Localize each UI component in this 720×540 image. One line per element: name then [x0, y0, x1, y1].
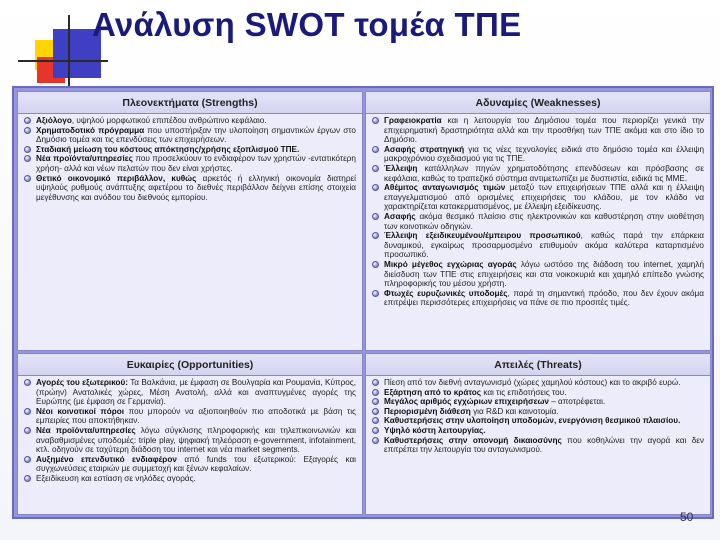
list-item [370, 145, 704, 164]
list-item [370, 183, 704, 212]
item-emphasis: Θετικό οικονομικό περιβάλλον, κυθώς [36, 173, 197, 183]
list-item [22, 407, 356, 426]
item-emphasis: Καθυστερήσεις στην οπονομή δικαιοσύνης [384, 435, 562, 445]
bullet-icon [24, 379, 31, 386]
item-emphasis: Αγορές του εξωτερικού: [36, 378, 128, 387]
list-item [22, 378, 356, 407]
list-item [370, 397, 704, 407]
list-item [370, 116, 704, 145]
list-item [22, 174, 356, 203]
strengths-list [18, 114, 362, 202]
item-text: που μπορούν να αξιοποιηθούν πιο αποδοτικά με βάση τις εμπειρίες που αποκτήθηκαν. [36, 406, 357, 426]
threats-quadrant [365, 353, 711, 515]
bullet-icon [24, 146, 31, 153]
opportunities-list [18, 376, 362, 484]
item-text: , υψηλού μορφωτικού επιπέδου ανθρώπινο κεφάλαιο. [71, 116, 267, 125]
item-emphasis: Αθέμιτος ανταγωνισμός τιμών [384, 183, 506, 193]
item-emphasis: Χρηματοδοτικό πρόγραμμα [36, 125, 145, 135]
item-emphasis: Νέοι κοινοτικοί πόροι [36, 406, 125, 416]
item-emphasis: Αξιόλογο [36, 116, 72, 125]
bullet-icon [372, 417, 379, 424]
item-text: από funds του εξωτερικού: Εξαγορές και συγχωνεύσεις εταιριών με συμμετοχή και ξένων κεφαλαίων. [36, 454, 356, 474]
bullet-icon [24, 155, 31, 162]
item-emphasis: Υψηλό κόστη λειτουργίας. [384, 425, 486, 435]
bullet-icon [372, 165, 379, 172]
bullet-icon [372, 184, 379, 191]
strengths-heading: Πλεονεκτήματα (Strengths) [18, 92, 362, 114]
list-item [370, 388, 704, 398]
item-text: , παρά τη σημαντική πρόοδο, που δεν έχουν ακόμα επιτρέψει περισσότερες επιχειρήσεις να πάνε σε πιο προσιτές τιμές. [384, 288, 704, 308]
item-text: για τις νέες τεχνολογίες ειδικά στο δημόσιο τομέα και έλλειψη μακροχρόνιου σχεδιασμού για τις ΤΠΕ. [384, 144, 704, 164]
slide-title: Ανάλυση SWOT τομέα ΤΠΕ [92, 6, 522, 43]
list-item [370, 378, 704, 388]
item-text: για R&D και καινοτομία. [470, 406, 559, 416]
list-item [22, 126, 356, 145]
item-text: – αποτρέφεται. [548, 397, 606, 407]
threats-heading: Απειλές (Threats) [366, 354, 710, 376]
list-item [370, 231, 704, 260]
bullet-icon [372, 427, 379, 434]
list-item [370, 212, 704, 231]
bullet-icon [24, 408, 31, 415]
list-item [22, 426, 356, 455]
bullet-icon [372, 146, 379, 153]
bullet-icon [372, 437, 379, 444]
bullet-icon [24, 127, 31, 134]
page-number: 50 [680, 510, 694, 524]
item-emphasis: Μικρό μέγεθος εγχώριας αγοράς [384, 259, 517, 269]
list-item [22, 116, 356, 126]
weaknesses-quadrant [365, 91, 711, 351]
bullet-icon [372, 213, 379, 220]
bullet-icon [372, 408, 379, 415]
item-text: Πίεση από τον διεθνή ανταγωνισμό (χώρες χαμηλού κόστους) και το ακριβό ευρώ. [384, 378, 681, 387]
bullet-icon [372, 389, 379, 396]
list-item [22, 145, 356, 155]
weaknesses-heading: Αδυναμίες (Weaknesses) [366, 92, 710, 114]
list-item [370, 416, 704, 426]
bullet-icon [372, 261, 379, 268]
list-item [370, 426, 704, 436]
list-item [370, 164, 704, 183]
bullet-icon [24, 427, 31, 434]
item-emphasis: Φτωχές ευρυζωνικές υποδομές [384, 288, 508, 298]
item-emphasis: Σταδιακή μείωση του κόστους απόκτησης/χρήσης εξοπλισμού ΤΠΕ. [36, 144, 300, 154]
list-item [370, 436, 704, 455]
item-emphasis: Περιορισμένη διάθεση [384, 406, 471, 416]
list-item [22, 474, 356, 484]
item-emphasis: Μεγάλος αριθμός εγχώριων επιχειρήσεων [384, 397, 549, 407]
item-emphasis: Νέα προϊόντα/υπηρεσίες [36, 154, 133, 164]
item-emphasis: Γραφειοκρατία [384, 116, 442, 125]
opportunities-heading: Ευκαιρίες (Opportunities) [18, 354, 362, 376]
list-item [22, 455, 356, 474]
item-emphasis: Έλλειψη [384, 163, 418, 173]
item-emphasis: Νέα προϊόντα/υπηρεσίες [36, 425, 136, 435]
bullet-icon [24, 475, 31, 482]
item-emphasis: Εξάρτηση από το κράτος [384, 387, 482, 397]
item-text: , καθώς παρά την επάρκεια δυναμικού, εγκαίρως προσαρμοσμένο επιθυμούν ακόμα καλύτερα καταρτισμένο προσωπικό. [384, 231, 704, 260]
bullet-icon [24, 117, 31, 124]
bullet-icon [372, 398, 379, 405]
item-emphasis: Ασαφής [384, 211, 416, 221]
bullet-icon [372, 232, 379, 239]
swot-table [12, 86, 714, 519]
opportunities-quadrant [17, 353, 363, 515]
item-text: που κοθηλώνει την αγορά και δεν επιτρέπει την λειτουργία του ανταγωνισμού. [384, 435, 704, 455]
strengths-quadrant [17, 91, 363, 351]
item-text: κατάλληλων πηγών χρηματοδότησης επενδύσεων και πρόσβασης σε κεφάλαια, καθώς το τραπεζικό σύστημα αντιμετωπίζει με δυσπιστία, ειδικά τις ΜΜΕ. [384, 163, 704, 183]
bullet-icon [372, 290, 379, 297]
bullet-icon [372, 379, 379, 386]
bullet-icon [372, 117, 379, 124]
item-emphasis: Καθυστερήσεις στην υλοποίηση υποδομών, ενεργόνιση θεσμικού πλαισίου. [384, 416, 681, 426]
item-text: αρκετός ή ελληνική οικονομία διατηρεί υψηλούς ρυθμούς ανάπτυξης αφετέρου το διεθνές περιβάλλον δείχνει επίσης στοιχεία μεγέθυνσης και ανόδου του διεθνούς εμπορίου. [36, 173, 356, 202]
item-text: που υποστήριξαν την υλοποίηση σημαντικών έργων στο Δημόσιο τομέα και τις επενδύσεις των επιχειρήσεων. [36, 125, 356, 145]
list-item [370, 289, 704, 308]
bullet-icon [24, 456, 31, 463]
item-text: Εξειδίκευση και εστίαση σε νηλόδες αγοράς. [36, 473, 196, 483]
item-emphasis: Ασαφής στρατηγική [384, 144, 465, 154]
bullet-icon [24, 175, 31, 182]
item-text: και τις επιδοτήσεις του. [481, 387, 567, 397]
weaknesses-list [366, 114, 710, 308]
item-emphasis: Έλλειψη εξειδικευμένου/έμπειρου προσωπικού [384, 231, 581, 241]
item-text: λόγω ωστόσο της διάδοση του internet, χαμηλή διείσδυση των ΤΠΕ στις επιχειρήσεις και στα νοικοκυριά και χαμηλό επίπεδο γνώσης πληροφορικής του μέσου χρήστη. [384, 259, 704, 289]
decor-horizontal-line [18, 60, 108, 62]
list-item [370, 260, 704, 289]
item-text: λόγω σύγκλισης πληροφορικής και τηλεπικοινωνιών και αναβαθμισμένες υποδομές: triple play, ψηφιακή τηλεόραση e-government, infotainment, κτλ. οδηγούν σε ταχύτερη διάδοση του internet και νέα market segments. [36, 425, 357, 455]
item-text: που προσελκύουν το ενδιαφέρον των χρηστών -εντατικότερη χρήση- αλλά και νέων πελατών που δεν είναι χρήστες. [36, 154, 356, 173]
item-emphasis: Αυξημένο επενδυτικό ενδιαφέρον [36, 454, 177, 464]
item-text: Τα Βαλκάνια, με έμφαση σε Βουλγαρία και Ρουμανία, Κύπρος, (πρώην) Ανατολικές χώρες, Μέση Ανατολή, αλλά και αναπτυγμένες αγορές της Ευρώπης (με έμφαση σε Γερμανία). [36, 378, 356, 407]
item-text: ακόμα θεσμικό πλαίσιο στις ηλεκτρονικών και καθυστέρηση στην υιοθέτηση των κοινοτικών οδηγιών. [384, 211, 704, 231]
threats-list [366, 376, 710, 455]
list-item [22, 154, 356, 173]
list-item [370, 407, 704, 417]
item-text: και η λειτουργία του Δημόσιου τομέα που περιορίζει γενικά την επιχειρηματική δραστηριότητα αλλά και την προσθήκη των ΤΠΕ ακόμα και στο ίδιο το Δημόσιο. [384, 116, 704, 145]
item-text: μεταξύ των επιχειρήσεων ΤΠΕ αλλά και η έλλειψη επαγγελματισμού από ορισμένες επιχειρήσεις του κλάδου, με τον κλάδο να χαρακτηρίζεται κατακερματισμένος, με έλλειψη εξειδίκευσης. [384, 183, 704, 212]
